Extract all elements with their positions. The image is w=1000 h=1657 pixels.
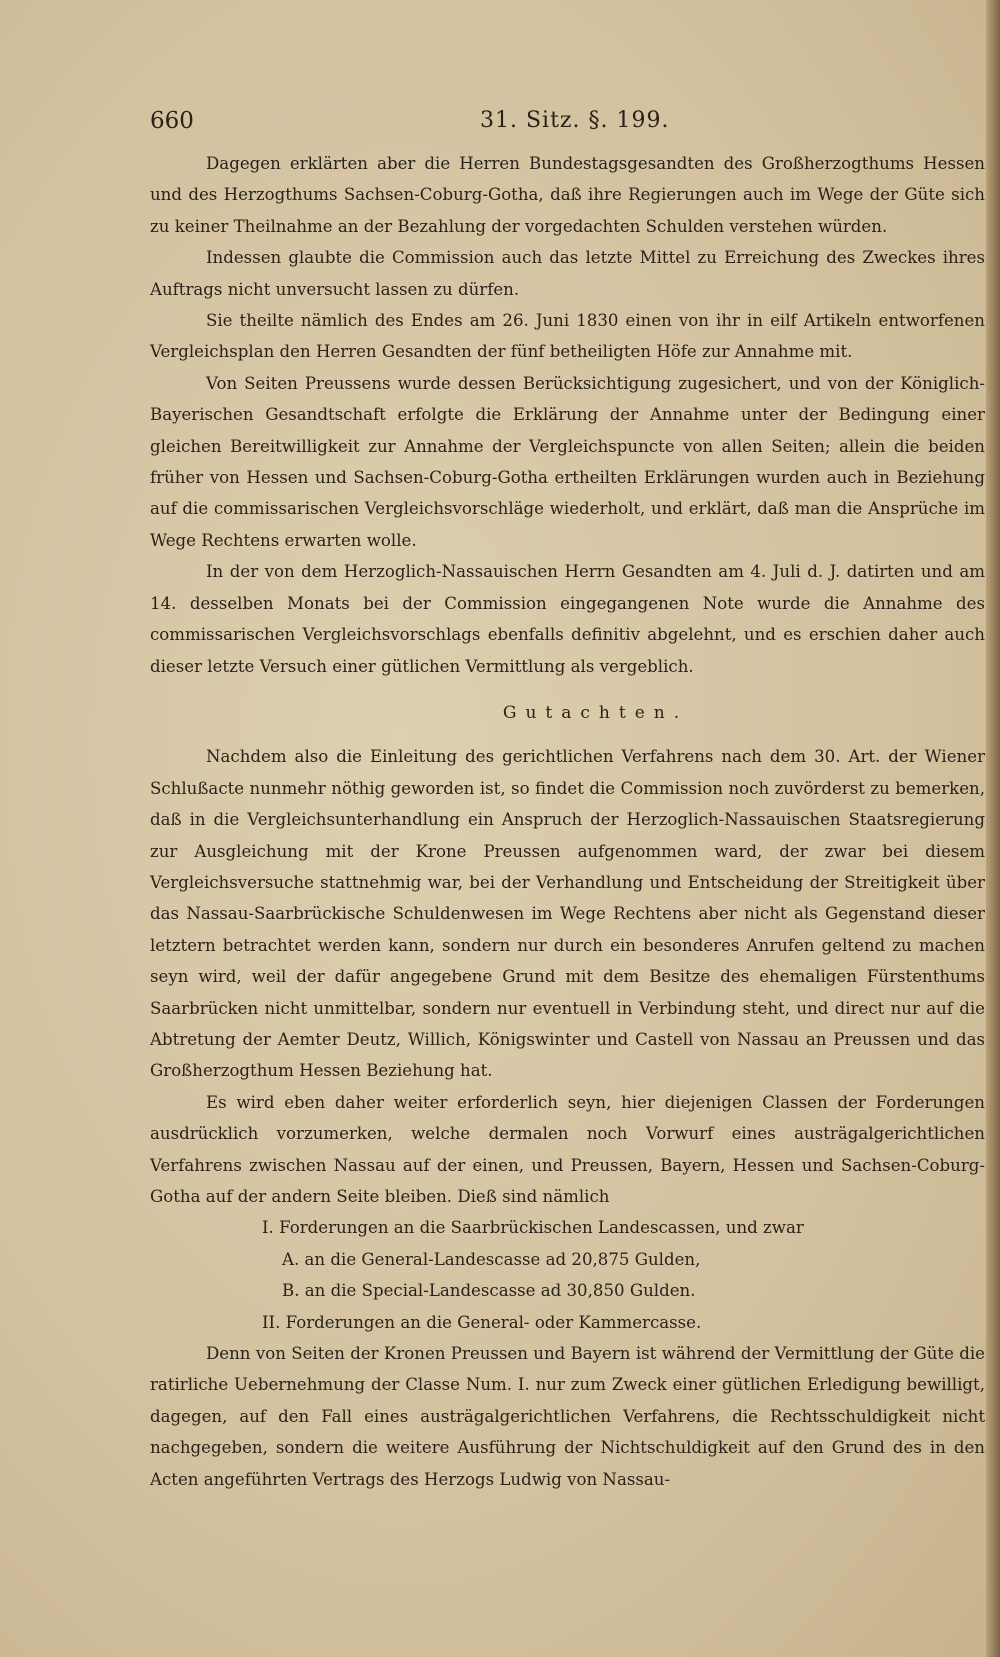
list-subitem: B. an die Special-Landescasse ad 30,850 Gulden.	[282, 1281, 696, 1301]
page-header	[150, 108, 970, 142]
page-number: 660	[150, 108, 194, 134]
paragraph: Nachdem also die Einleitung des gerichtlichen Verfahrens nach dem 30. Art. der Wiener Schlußacte nunmehr nöthig geworden ist, so findet die Commission noch zuvörderst zu bemerken, daß in die Vergleichsunterhandlung ein Anspruch der Herzoglich-Nassauischen Staatsregierung zur Ausgleichung mit der Krone Preussen aufgenommen ward, der zwar bei diesem Vergleichsversuche stattnehmig war, bei der Verhandlung und Entscheidung der Streitigkeit über das Nassau-Saarbrückische Schuldenwesen im Wege Rechtens aber nicht als Gegenstand dieser letztern betrachtet werden kann, sondern nur durch ein besonderes Anrufen geltend zu machen seyn wird, weil der dafür angegebene Grund mit dem Besitze des ehemaligen Fürstenthums Saarbrücken nicht unmittelbar, sondern nur eventuell in Verbindung steht, und direct nur auf die Abtretung der Aemter Deutz, Willich, Königswinter und Castell von Nassau an Preussen und das Großherzogthum Hessen Beziehung hat.	[150, 747, 985, 1081]
list-item: II. Forderungen an die General- oder Kammercasse.	[262, 1312, 702, 1332]
paragraph: Von Seiten Preussens wurde dessen Berücksichtigung zugesichert, und von der Königlich-Bayerischen Gesandtschaft erfolgte die Erklärung der Annahme unter der Bedingung einer gleichen Bereitwilligkeit zur Annahme der Vergleichspuncte von allen Seiten; allein die beiden früher von Hessen und Sachsen-Coburg-Gotha ertheilten Erklärungen wurden auch in Beziehung auf die commissarischen Vergleichsvorschläge wiederholt, und erklärt, daß man die Ansprüche im Wege Rechtens erwarten wolle.	[150, 373, 985, 550]
paragraph: Sie theilte nämlich des Endes am 26. Juni 1830 einen von ihr in eilf Artikeln entworfenen Vergleichsplan den Herren Gesandten der fünf betheiligten Höfe zur Annahme mit.	[150, 311, 985, 362]
section-title: Gutachten.	[502, 702, 689, 723]
paragraph: Es wird eben daher weiter erforderlich seyn, hier diejenigen Classen der Forderungen ausdrücklich vorzumerken, welche dermalen noch Vorwurf eines austrägalgerichtlichen Verfahrens zwischen Nassau auf der einen, und Preussen, Bayern, Hessen und Sachsen-Coburg-Gotha auf der andern Seite bleiben. Dieß sind nämlich	[150, 1092, 985, 1206]
paragraph: Indessen glaubte die Commission auch das letzte Mittel zu Erreichung des Zweckes ihres Auftrags nicht unversucht lassen zu dürfen.	[150, 248, 985, 299]
paragraph: In der von dem Herzoglich-Nassauischen Herrn Gesandten am 4. Juli d. J. datirten und am 14. desselben Monats bei der Commission eingegangenen Note wurde die Annahme des commissarischen Vergleichsvorschlags ebenfalls definitiv abgelehnt, und es erschien daher auch dieser letzte Versuch einer gütlichen Vermittlung als vergeblich.	[150, 562, 985, 676]
book-spine-shadow	[986, 0, 1000, 1657]
paragraph: Denn von Seiten der Kronen Preussen und Bayern ist während der Vermittlung der Güte die ratirliche Uebernehmung der Classe Num. I. nur zum Zweck einer gütlichen Erledigung bewilligt, dagegen, auf den Fall eines austrägalgerichtlichen Verfahrens, die Rechtsschuldigkeit nicht nachgegeben, sondern die weitere Ausführung der Nichtschuldigkeit auf den Grund des in den Acten angeführten Vertrags des Herzogs Ludwig von Nassau-	[150, 1344, 985, 1489]
list-item: I. Forderungen an die Saarbrückischen Landescassen, und zwar	[262, 1218, 804, 1238]
list-subitem: A. an die General-Landescasse ad 20,875 Gulden,	[282, 1249, 701, 1269]
paragraph: Dagegen erklärten aber die Herren Bundestagsgesandten des Großherzogthums Hessen und des Herzogthums Sachsen-Coburg-Gotha, daß ihre Regierungen auch im Wege der Güte sich zu keiner Theilnahme an der Bezahlung der vorgedachten Schulden verstehen würden.	[150, 154, 985, 236]
running-head: 31. Sitz. §. 199.	[480, 108, 670, 133]
page-body	[150, 148, 985, 1495]
